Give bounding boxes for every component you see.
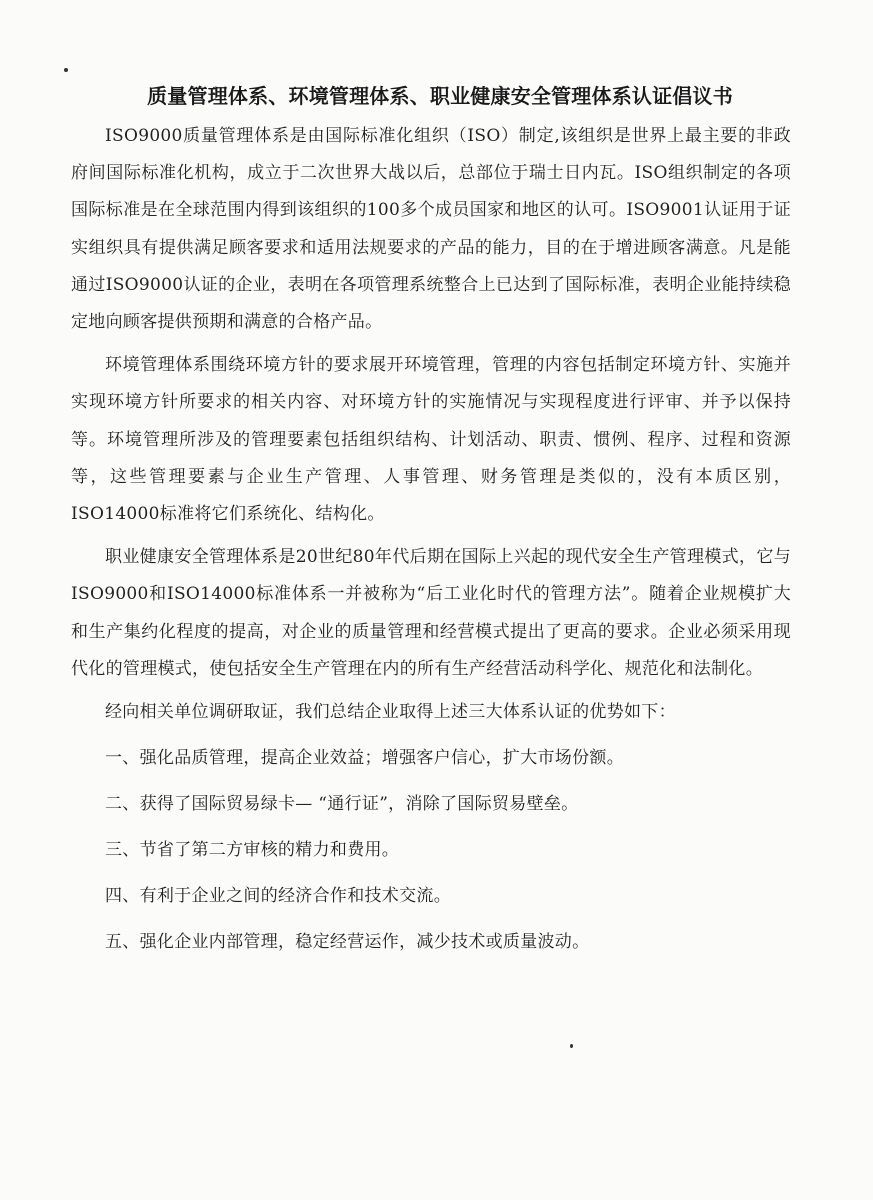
advantage-item: 五、强化企业内部管理，稳定经营运作，减少技术或质量波动。 [105,932,590,953]
advantages-intro: 经向相关单位调研取证，我们总结企业取得上述三大体系认证的优势如下： [105,702,676,723]
paragraph-iso9000: ISO9000质量管理体系是由国际标准化组织（ISO）制定,该组织是世界上最主要的非政府间国际标准化机构，成立于二次世界大战以后，总部位于瑞士日内瓦。ISO组织制定的各项国际标准是在全球范围内得到该组织的100多个成员国家和地区的认可。ISO9001认证用于证实组织具有提供满足顾客要求和适用法规要求的产品的能力，目的在于增进顾客满意。凡是能通过ISO9000认证的企业，表明在各项管理系统整合上已达到了国际标准，表明企业能持续稳定地向顾客提供预期和满意的合格产品。 [71,126,791,333]
advantage-item: 二、获得了国际贸易绿卡— “通行证”，消除了国际贸易壁垒。 [105,794,579,815]
document-title: 质量管理体系、环境管理体系、职业健康安全管理体系认证倡议书 [147,84,733,108]
advantage-item: 一、强化品质管理，提高企业效益；增强客户信心，扩大市场份额。 [105,748,624,769]
paragraph-environment: 环境管理体系围绕环境方针的要求展开环境管理，管理的内容包括制定环境方针、实施并实现环境方针所要求的相关内容、对环境方针的实施情况与实现程度进行评审、并予以保持等。环境管理所涉及的管理要素包括组织结构、计划活动、职责、惯例、程序、过程和资源等，这些管理要素与企业生产管理、人事管理、财务管理是类似的，没有本质区别，ISO14000标准将它们系统化、结构化。 [71,355,791,525]
advantages-list [71,740,791,961]
advantage-item: 三、节省了第二方审核的精力和费用。 [105,840,400,861]
document-body [71,78,791,961]
scan-speck [570,1044,573,1048]
advantage-item: 四、有利于企业之间的经济合作和技术交流。 [105,886,451,907]
paragraph-occupational-health: 职业健康安全管理体系是20世纪80年代后期在国际上兴起的现代安全生产管理模式，它与ISO9000和ISO14000标准体系一并被称为“后工业化时代的管理方法”。随着企业规模扩大和生产集约化程度的提高，对企业的质量管理和经营模式提出了更高的要求。企业必须采用现代化的管理模式，使包括安全生产管理在内的所有生产经营活动科学化、规范化和法制化。 [71,547,791,679]
scan-speck [64,68,68,72]
